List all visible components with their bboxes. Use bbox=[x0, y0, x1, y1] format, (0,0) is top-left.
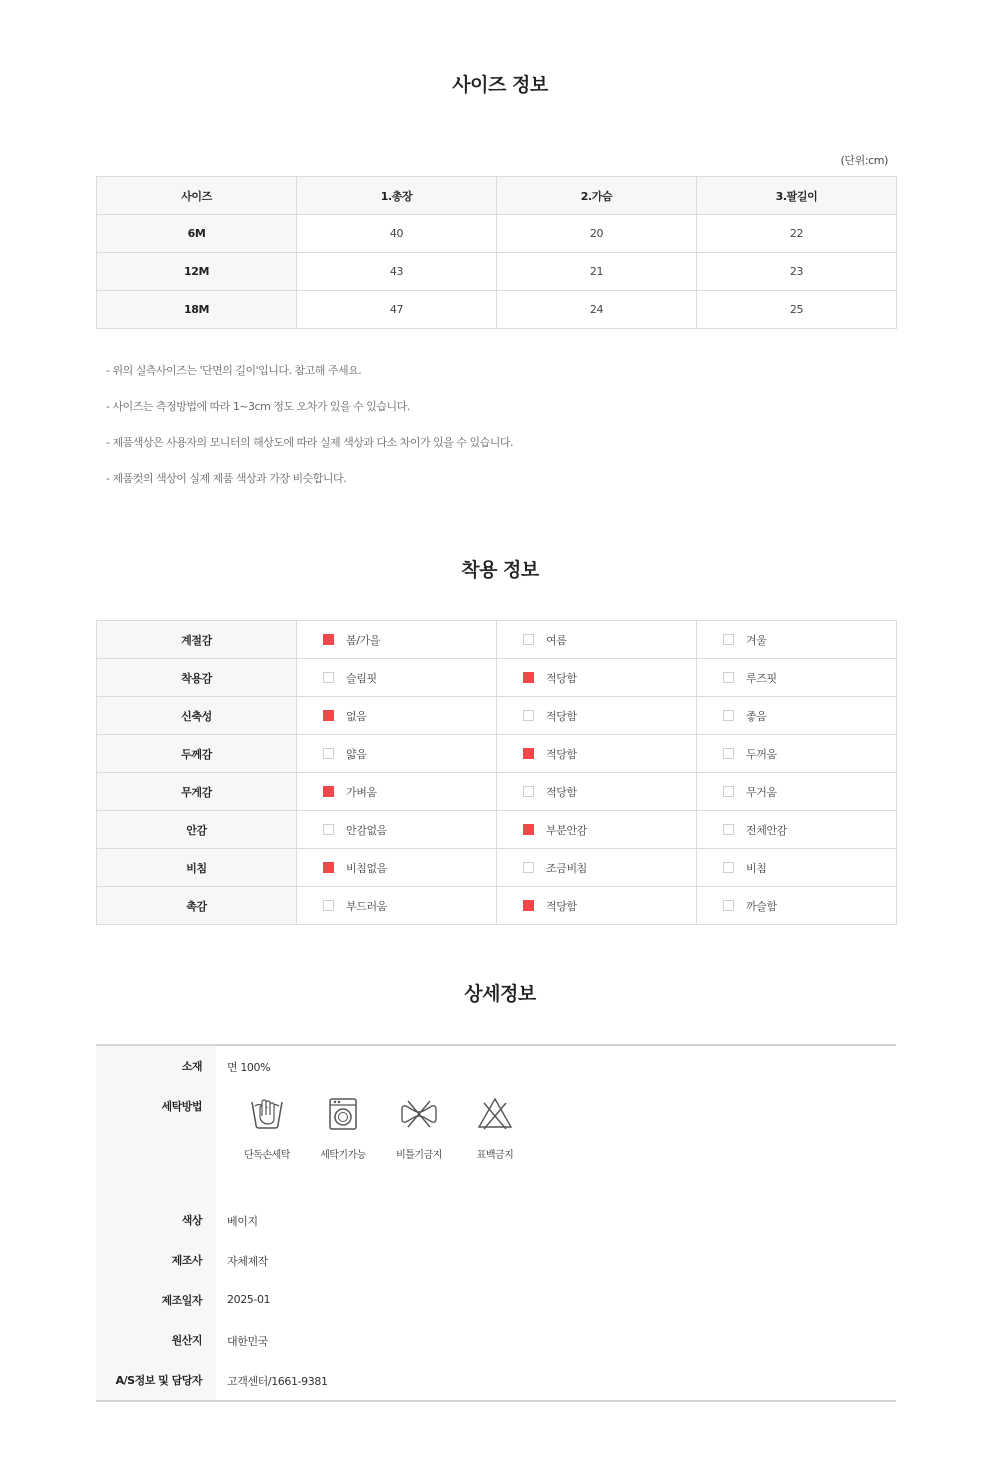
date-label: 제조일자 bbox=[96, 1280, 216, 1320]
fit-option-label: 두꺼움 bbox=[746, 747, 777, 761]
as-label: A/S정보 및 담당자 bbox=[96, 1360, 216, 1400]
fit-option-label: 없음 bbox=[346, 709, 367, 723]
detail-table bbox=[96, 1044, 896, 1402]
note-item: - 제품색상은 사용자의 모니터의 해상도에 따라 실제 색상과 다소 차이가 있을 수 있습니다. bbox=[106, 436, 513, 449]
fit-option-label: 조금비침 bbox=[546, 861, 587, 875]
size-table bbox=[96, 176, 897, 329]
fit-option-label: 겨울 bbox=[746, 633, 767, 647]
origin-label: 원산지 bbox=[96, 1320, 216, 1360]
size-label: 18M bbox=[97, 291, 297, 329]
fit-row-label: 신축성 bbox=[97, 697, 297, 735]
fit-option bbox=[697, 621, 897, 659]
material-label: 소재 bbox=[96, 1046, 216, 1086]
table-row bbox=[97, 697, 897, 735]
checked-box-icon bbox=[523, 824, 534, 835]
wash-item-label: 세탁기가능 bbox=[320, 1150, 366, 1161]
fit-option-label: 적당함 bbox=[546, 899, 577, 913]
table-row bbox=[97, 291, 897, 329]
fit-option bbox=[297, 735, 497, 773]
checked-box-icon bbox=[323, 786, 334, 797]
fit-option-label: 적당함 bbox=[546, 747, 577, 761]
as-value: 고객센터/1661-9381 bbox=[227, 1375, 328, 1388]
wash-item bbox=[305, 1094, 381, 1161]
fit-row-label: 두께감 bbox=[97, 735, 297, 773]
size-value: 20 bbox=[497, 215, 697, 253]
unchecked-box-icon bbox=[323, 900, 334, 911]
unchecked-box-icon bbox=[523, 634, 534, 645]
size-value: 21 bbox=[497, 253, 697, 291]
size-table-header bbox=[97, 177, 897, 215]
fit-option-label: 봄/가을 bbox=[346, 633, 380, 647]
fit-option bbox=[497, 773, 697, 811]
fit-option bbox=[297, 773, 497, 811]
size-value: 22 bbox=[697, 215, 897, 253]
fit-option-label: 슬림핏 bbox=[346, 671, 377, 685]
table-row bbox=[97, 811, 897, 849]
material-value: 면 100% bbox=[227, 1061, 271, 1074]
table-row bbox=[97, 621, 897, 659]
table-row bbox=[97, 887, 897, 925]
fit-option-label: 부분안감 bbox=[546, 823, 587, 837]
fit-option bbox=[697, 659, 897, 697]
wash-item-label: 표백금지 bbox=[476, 1150, 514, 1161]
unchecked-box-icon bbox=[323, 824, 334, 835]
table-row bbox=[97, 659, 897, 697]
table-row bbox=[97, 735, 897, 773]
unchecked-box-icon bbox=[723, 634, 734, 645]
fit-row-label: 계절감 bbox=[97, 621, 297, 659]
unchecked-box-icon bbox=[723, 862, 734, 873]
fit-row-label: 착용감 bbox=[97, 659, 297, 697]
unchecked-box-icon bbox=[523, 862, 534, 873]
fit-option-label: 비침 bbox=[746, 861, 767, 875]
fit-option bbox=[697, 773, 897, 811]
checked-box-icon bbox=[323, 634, 334, 645]
size-section-title: 사이즈 정보 bbox=[452, 74, 548, 96]
fit-option-label: 적당함 bbox=[546, 671, 577, 685]
fit-option-label: 부드러움 bbox=[346, 899, 387, 913]
fit-option bbox=[297, 887, 497, 925]
fit-option-label: 좋음 bbox=[746, 709, 767, 723]
unchecked-box-icon bbox=[323, 748, 334, 759]
fit-option-label: 전체안감 bbox=[746, 823, 787, 837]
fit-option-label: 적당함 bbox=[546, 709, 577, 723]
checked-box-icon bbox=[523, 900, 534, 911]
unchecked-box-icon bbox=[723, 786, 734, 797]
fit-option bbox=[697, 697, 897, 735]
detail-section-title: 상세정보 bbox=[464, 983, 536, 1005]
manufacturer-value: 자체제작 bbox=[227, 1255, 268, 1268]
unit-label: (단위:cm) bbox=[840, 154, 888, 167]
fit-option bbox=[297, 697, 497, 735]
fit-option bbox=[497, 697, 697, 735]
wash-item bbox=[229, 1094, 305, 1161]
fit-row-label: 비침 bbox=[97, 849, 297, 887]
fit-option-label: 루즈핏 bbox=[746, 671, 777, 685]
unchecked-box-icon bbox=[723, 900, 734, 911]
fit-option-label: 안감없음 bbox=[346, 823, 387, 837]
fit-option bbox=[297, 621, 497, 659]
unchecked-box-icon bbox=[723, 748, 734, 759]
wash-item-label: 비틀기금지 bbox=[396, 1150, 442, 1161]
note-item: - 제품컷의 색상이 실제 제품 색상과 가장 비슷합니다. bbox=[106, 472, 347, 485]
size-value: 47 bbox=[297, 291, 497, 329]
table-row bbox=[97, 215, 897, 253]
unchecked-box-icon bbox=[523, 786, 534, 797]
fit-option bbox=[297, 659, 497, 697]
unchecked-box-icon bbox=[723, 672, 734, 683]
fit-option-label: 까슬함 bbox=[746, 899, 777, 913]
size-header-cell: 1.총장 bbox=[297, 177, 497, 215]
fit-option bbox=[697, 735, 897, 773]
checked-box-icon bbox=[523, 748, 534, 759]
unchecked-box-icon bbox=[723, 710, 734, 721]
fit-option bbox=[697, 887, 897, 925]
checked-box-icon bbox=[323, 710, 334, 721]
fit-option-label: 가벼움 bbox=[346, 785, 377, 799]
size-value: 23 bbox=[697, 253, 897, 291]
origin-value: 대한민국 bbox=[227, 1335, 268, 1348]
fit-option bbox=[297, 811, 497, 849]
table-row bbox=[97, 253, 897, 291]
fit-section-title: 착용 정보 bbox=[461, 559, 539, 581]
fit-option bbox=[497, 849, 697, 887]
note-item: - 위의 실측사이즈는 '단면의 길이'입니다. 참고해 주세요. bbox=[106, 364, 362, 377]
manufacturer-label: 제조사 bbox=[96, 1240, 216, 1280]
wash-item bbox=[457, 1094, 533, 1161]
checked-box-icon bbox=[523, 672, 534, 683]
color-label: 색상 bbox=[96, 1200, 216, 1240]
unchecked-box-icon bbox=[523, 710, 534, 721]
size-header-cell: 사이즈 bbox=[97, 177, 297, 215]
size-header-cell: 2.가슴 bbox=[497, 177, 697, 215]
fit-option bbox=[497, 659, 697, 697]
fit-table bbox=[96, 620, 897, 925]
size-header-cell: 3.팔길이 bbox=[697, 177, 897, 215]
washing-label: 세탁방법 bbox=[96, 1086, 216, 1200]
fit-option bbox=[697, 849, 897, 887]
fit-option bbox=[497, 887, 697, 925]
size-value: 25 bbox=[697, 291, 897, 329]
size-notes bbox=[106, 362, 513, 506]
color-value: 베이지 bbox=[227, 1215, 258, 1228]
size-value: 24 bbox=[497, 291, 697, 329]
size-label: 6M bbox=[97, 215, 297, 253]
table-row bbox=[97, 773, 897, 811]
note-item: - 사이즈는 측정방법에 따라 1~3cm 정도 오차가 있을 수 있습니다. bbox=[106, 400, 410, 413]
no-wring-icon bbox=[399, 1094, 439, 1134]
fit-option bbox=[497, 735, 697, 773]
hand-wash-icon bbox=[247, 1094, 287, 1134]
size-label: 12M bbox=[97, 253, 297, 291]
unchecked-box-icon bbox=[323, 672, 334, 683]
fit-option bbox=[697, 811, 897, 849]
size-value: 43 bbox=[297, 253, 497, 291]
fit-option-label: 비침없음 bbox=[346, 861, 387, 875]
size-value: 40 bbox=[297, 215, 497, 253]
fit-option-label: 얇음 bbox=[346, 747, 367, 761]
fit-option-label: 무거움 bbox=[746, 785, 777, 799]
checked-box-icon bbox=[323, 862, 334, 873]
date-value: 2025-01 bbox=[227, 1293, 271, 1306]
fit-row-label: 촉감 bbox=[97, 887, 297, 925]
fit-row-label: 무게감 bbox=[97, 773, 297, 811]
fit-row-label: 안감 bbox=[97, 811, 297, 849]
wash-item bbox=[381, 1094, 457, 1161]
fit-option bbox=[497, 621, 697, 659]
no-bleach-icon bbox=[475, 1094, 515, 1134]
washing-methods bbox=[216, 1086, 896, 1200]
fit-option bbox=[497, 811, 697, 849]
fit-option-label: 여름 bbox=[546, 633, 567, 647]
unchecked-box-icon bbox=[723, 824, 734, 835]
fit-option bbox=[297, 849, 497, 887]
wash-item-label: 단독손세탁 bbox=[244, 1150, 290, 1161]
fit-option-label: 적당함 bbox=[546, 785, 577, 799]
washing-machine-icon bbox=[323, 1094, 363, 1134]
table-row bbox=[97, 849, 897, 887]
